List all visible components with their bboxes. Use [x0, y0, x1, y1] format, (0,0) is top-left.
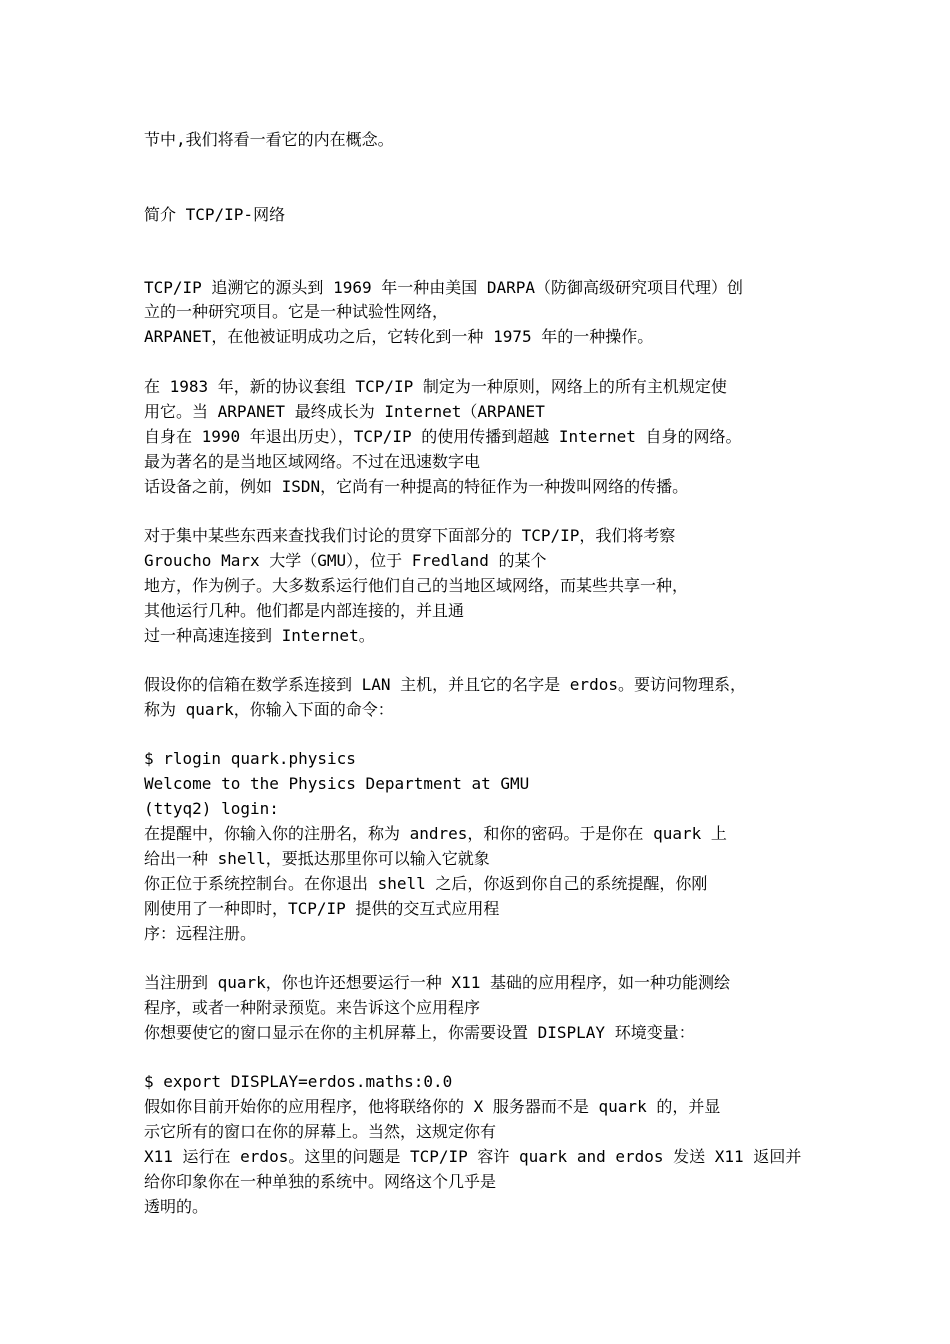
paragraph-line: 给出一种 shell，要抵达那里你可以输入它就象 [144, 849, 490, 868]
paragraph-line: X11 运行在 erdos。这里的问题是 TCP/IP 容许 quark and erdos 发送 X11 返回并 [144, 1147, 802, 1166]
paragraph-line: Groucho Marx 大学（GMU），位于 Fredland 的某个 [144, 551, 547, 570]
paragraph-line: 序：远程注册。 [144, 924, 257, 943]
paragraph-line: 最为著名的是当地区域网络。不过在迅速数字电 [144, 452, 481, 471]
paragraph-line: 自身在 1990 年退出历史），TCP/IP 的使用传播到超越 Internet 自身的网络。 [144, 427, 742, 446]
paragraph-line: 假如你目前开始你的应用程序，他将联络你的 X 服务器而不是 quark 的，并显 [144, 1097, 721, 1116]
paragraph-line: 称为 quark，你输入下面的命令： [144, 700, 394, 719]
paragraph-line: 立的一种研究项目。它是一种试验性网络， [144, 302, 449, 321]
paragraph-line: 其他运行几种。他们都是内部连接的，并且通 [144, 601, 465, 620]
paragraph-line: 地方，作为例子。大多数系运行他们自己的当地区域网络，而某些共享一种， [144, 576, 689, 595]
paragraph-line: 用它。当 ARPANET 最终成长为 Internet（ARPANET [144, 402, 545, 421]
paragraph-line: 程序，或者一种附录预览。来告诉这个应用程序 [144, 998, 481, 1017]
paragraph-line: 对于集中某些东西来查找我们讨论的贯穿下面部分的 TCP/IP，我们将考察 [144, 526, 676, 545]
command-line: $ export DISPLAY=erdos.maths:0.0 [144, 1072, 453, 1091]
terminal-output-line: (ttyq2) login: [144, 799, 279, 818]
paragraph-line: 过一种高速连接到 Internet。 [144, 626, 375, 645]
intro-line: 节中,我们将看一看它的内在概念。 [144, 130, 394, 149]
paragraph-line: 示它所有的窗口在你的屏幕上。当然，这规定你有 [144, 1122, 497, 1141]
paragraph-line: 假设你的信箱在数学系连接到 LAN 主机，并且它的名字是 erdos。要访问物理系， [144, 675, 746, 694]
section-heading: 简介 TCP/IP-网络 [144, 205, 286, 224]
paragraph-line: 当注册到 quark，你也许还想要运行一种 X11 基础的应用程序，如一种功能测绘 [144, 973, 730, 992]
paragraph-line: 在 1983 年，新的协议套组 TCP/IP 制定为一种原则，网络上的所有主机规定使 [144, 377, 727, 396]
paragraph-line: 透明的。 [144, 1197, 209, 1216]
paragraph-line: TCP/IP 追溯它的源头到 1969 年一种由美国 DARPA（防御高级研究项目代理）创 [144, 278, 744, 297]
terminal-output-line: Welcome to the Physics Department at GMU [144, 774, 530, 793]
paragraph-line: 你正位于系统控制台。在你退出 shell 之后，你返到你自己的系统提醒，你刚 [144, 874, 708, 893]
paragraph-line: 你想要使它的窗口显示在你的主机屏幕上，你需要设置 DISPLAY 环境变量： [144, 1023, 695, 1042]
paragraph-line: 在提醒中，你输入你的注册名，称为 andres，和你的密码。于是你在 quark 上 [144, 824, 727, 843]
paragraph-line: 话设备之前，例如 ISDN，它尚有一种提高的特征作为一种拨叫网络的传播。 [144, 477, 689, 496]
command-line: $ rlogin quark.physics [144, 749, 356, 768]
paragraph-line: ARPANET，在他被证明成功之后，它转化到一种 1975 年的一种操作。 [144, 327, 654, 346]
paragraph-line: 给你印象你在一种单独的系统中。网络这个几乎是 [144, 1172, 497, 1191]
paragraph-line: 刚使用了一种即时，TCP/IP 提供的交互式应用程 [144, 899, 500, 918]
